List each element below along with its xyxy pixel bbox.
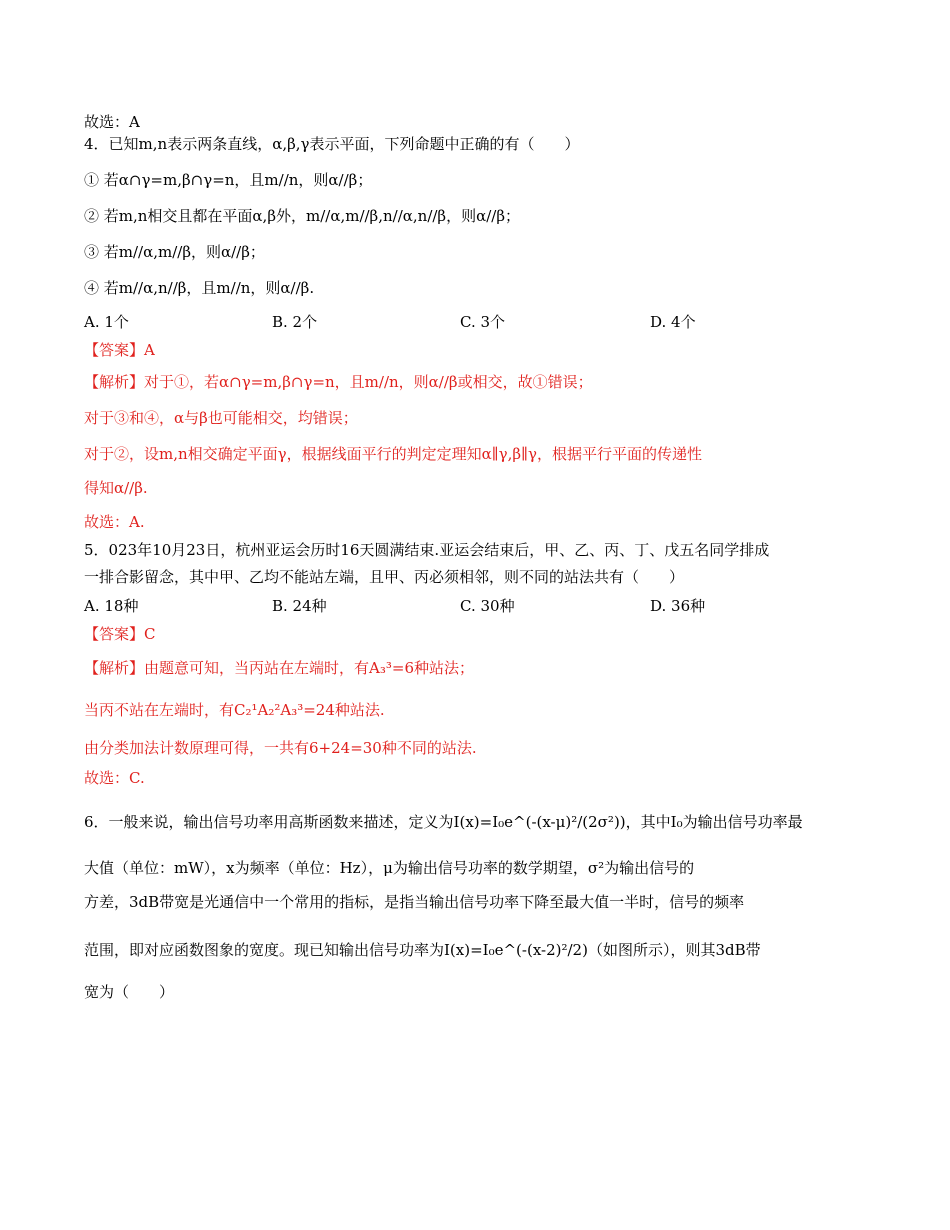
q4-analysis-line-4: 得知α//β. bbox=[84, 479, 148, 497]
q6-line-5: 宽为（ ） bbox=[84, 983, 175, 1001]
q5-conclusion: 故选：C. bbox=[84, 769, 145, 787]
q6-line-2: 大值（单位：mW），x为频率（单位：Hz），μ为输出信号功率的数学期望，σ²为输出信号的 bbox=[84, 859, 695, 877]
q5-option-b: B. 24种 bbox=[272, 597, 327, 615]
q4-conclusion: 故选：A. bbox=[84, 513, 145, 531]
q4-answer: 【答案】A bbox=[84, 341, 155, 359]
q4-analysis-label: 【解析】 bbox=[84, 373, 145, 391]
q6-line-4: 范围，即对应函数图象的宽度。现已知输出信号功率为I(x)=I₀e^(-(x-2)²/2)（如图所示），则其3dB带 bbox=[84, 941, 761, 959]
q5-option-c: C. 30种 bbox=[460, 597, 515, 615]
q5-analysis-line-2: 当丙不站在左端时，有C₂¹A₂²A₃³=24种站法. bbox=[84, 701, 385, 719]
q6-line-1: 6．一般来说，输出信号功率用高斯函数来描述，定义为I(x)=I₀e^(-(x-μ)²/(2σ²))，其中I₀为输出信号功率最 bbox=[84, 813, 803, 831]
q5-analysis-text-1: 由题意可知，当丙站在左端时，有A₃³=6种站法； bbox=[144, 659, 474, 677]
q5-stem-1: 5．023年10月23日，杭州亚运会历时16天圆满结束.亚运会结束后，甲、乙、丙、丁、戊五名同学排成 bbox=[84, 541, 770, 559]
q4-option-d: D. 4个 bbox=[650, 313, 696, 331]
q5-option-d: D. 36种 bbox=[650, 597, 706, 615]
q4-analysis-line-2: 对于③和④，α与β也可能相交，均错误； bbox=[84, 409, 358, 427]
q4-analysis-text-1: 对于①，若α∩γ=m,β∩γ=n，且m//n，则α//β或相交，故①错误； bbox=[144, 373, 593, 391]
q5-analysis-line-1 bbox=[84, 656, 474, 680]
q5-option-a: A. 18种 bbox=[84, 597, 139, 615]
q4-analysis-line-1 bbox=[84, 370, 593, 394]
q5-answer: 【答案】C bbox=[84, 625, 156, 643]
q4-proposition-4: ④ 若m//α,n//β，且m//n，则α//β. bbox=[84, 279, 315, 297]
q4-stem: 4．已知m,n表示两条直线，α,β,γ表示平面，下列命题中正确的有（ ） bbox=[84, 135, 580, 153]
q4-option-b: B. 2个 bbox=[272, 313, 318, 331]
q4-proposition-2: ② 若m,n相交且都在平面α,β外，m//α,m//β,n//α,n//β，则α//β； bbox=[84, 207, 521, 225]
q4-analysis-line-3: 对于②，设m,n相交确定平面γ，根据线面平行的判定定理知α∥γ,β∥γ，根据平行平面的传递性 bbox=[84, 445, 702, 463]
q5-stem-2: 一排合影留念，其中甲、乙均不能站左端，且甲、丙必须相邻，则不同的站法共有（ ） bbox=[84, 568, 685, 586]
q4-option-c: C. 3个 bbox=[460, 313, 506, 331]
q5-analysis-line-3: 由分类加法计数原理可得，一共有6+24=30种不同的站法. bbox=[84, 739, 477, 757]
q6-line-3: 方差，3dB带宽是光通信中一个常用的指标，是指当输出信号功率下降至最大值一半时，信号的频率 bbox=[84, 893, 745, 911]
q4-option-a: A. 1个 bbox=[84, 313, 129, 331]
q4-proposition-3: ③ 若m//α,m//β，则α//β； bbox=[84, 243, 265, 261]
q3-conclusion: 故选：A bbox=[84, 113, 140, 131]
q5-analysis-label: 【解析】 bbox=[84, 659, 145, 677]
q4-proposition-1: ① 若α∩γ=m,β∩γ=n，且m//n，则α//β； bbox=[84, 171, 373, 189]
